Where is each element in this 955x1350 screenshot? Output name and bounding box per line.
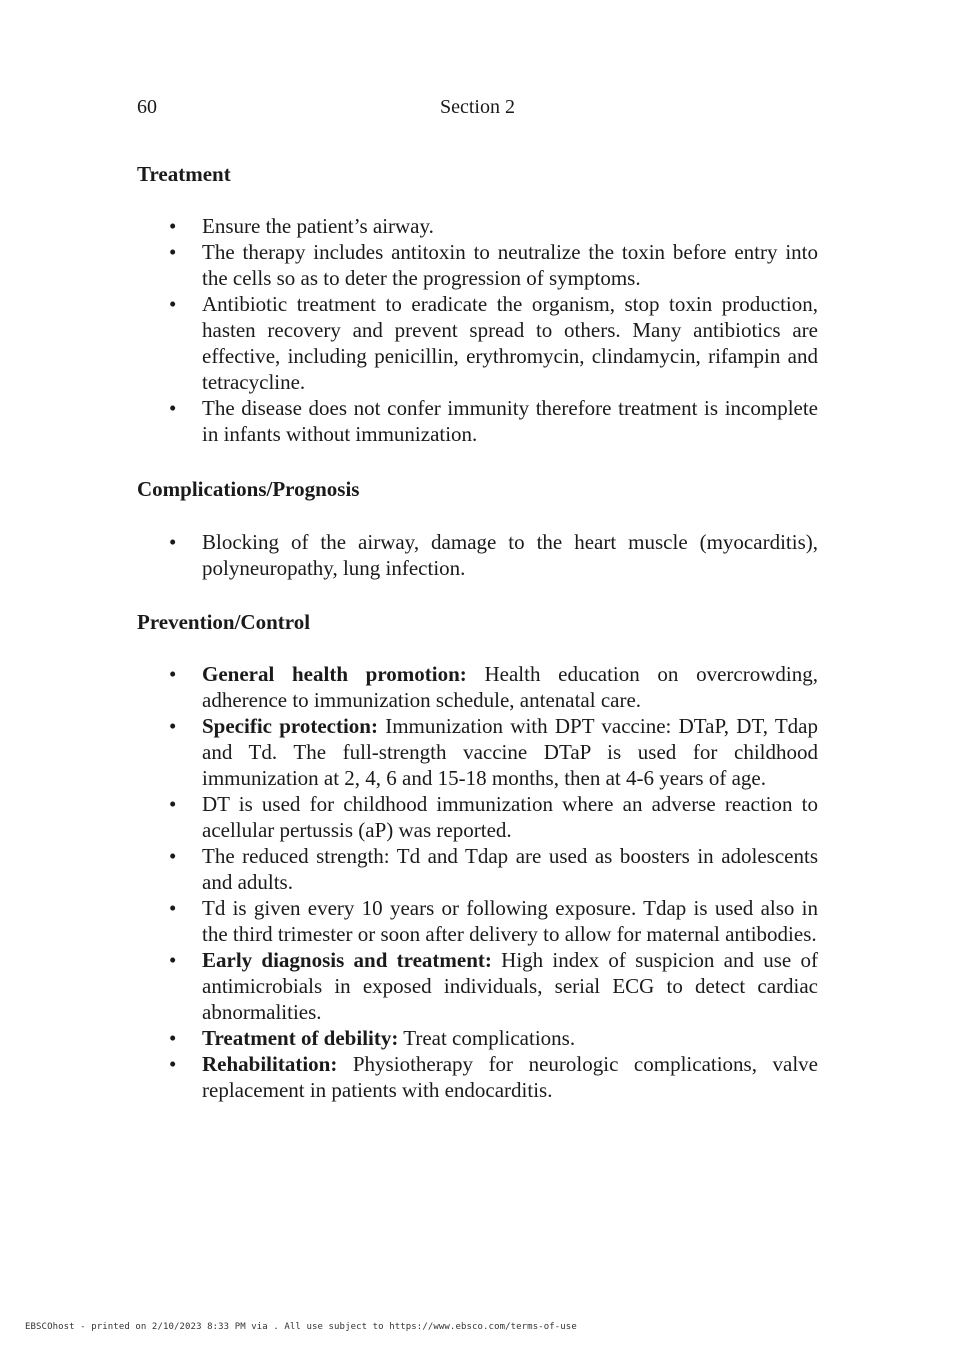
- item-text: Physiotherapy for neurologic complications, valve replacement in patients with endocarditis.: [202, 1052, 818, 1102]
- list-item: [137, 291, 818, 395]
- list-item: [137, 947, 818, 1025]
- bullet-icon: •: [169, 396, 177, 420]
- print-footer: EBSCOhost - printed on 2/10/2023 8:33 PM via . All use subject to https://www.ebsco.com/terms-of-use: [25, 1322, 577, 1332]
- section-complications: [137, 475, 818, 581]
- list-item: [137, 529, 818, 581]
- item-text: The therapy includes antitoxin to neutralize the toxin before entry into the cells so as to deter the progression of symptoms.: [202, 240, 818, 290]
- item-lead: Specific protection:: [202, 714, 378, 738]
- item-lead: General health promotion:: [202, 662, 467, 686]
- bullet-icon: •: [169, 714, 177, 738]
- section-heading: Treatment: [137, 162, 231, 186]
- list-item: [137, 1025, 818, 1051]
- bullet-icon: •: [169, 1052, 177, 1076]
- item-lead: Rehabilitation:: [202, 1052, 338, 1076]
- bullet-list: [137, 529, 818, 581]
- item-text: The disease does not confer immunity therefore treatment is incomplete in infants without immunization.: [202, 396, 818, 446]
- bullet-icon: •: [169, 292, 177, 316]
- item-text: Immunization with DPT vaccine: DTaP, DT, Tdap and Td. The full-strength vaccine DTaP is used for childhood immunization at 2, 4, 6 and 15-18 months, then at 4-6 years of age.: [202, 714, 818, 790]
- section-heading: Prevention/Control: [137, 610, 311, 634]
- bullet-list: [137, 213, 818, 447]
- item-text: DT is used for childhood immunization where an adverse reaction to acellular pertussis (aP) was reported.: [202, 792, 818, 842]
- item-text: Ensure the patient’s airway.: [202, 214, 434, 238]
- item-text: Treat complications.: [398, 1026, 576, 1050]
- bullet-icon: •: [169, 214, 177, 238]
- item-text: Health education on overcrowding, adherence to immunization schedule, antenatal care.: [202, 662, 818, 712]
- section-heading: Complications/Prognosis: [137, 477, 360, 501]
- list-item: [137, 791, 818, 843]
- list-item: [137, 661, 818, 713]
- item-text: Antibiotic treatment to eradicate the organism, stop toxin production, hasten recovery and prevent spread to others. Many antibiotics are effective, including penicillin, erythromycin, clindamycin, rifampin and tetracycline.: [202, 292, 818, 394]
- item-text: High index of suspicion and use of antimicrobials in exposed individuals, serial ECG to detect cardiac abnormalities.: [202, 948, 819, 1024]
- item-lead: Early diagnosis and treatment:: [202, 948, 492, 972]
- page-number: 60: [137, 96, 157, 118]
- list-item: [137, 213, 818, 239]
- bullet-icon: •: [169, 792, 177, 816]
- bullet-icon: •: [169, 530, 177, 554]
- list-item: [137, 1051, 818, 1103]
- section-treatment: [137, 160, 818, 447]
- section-prevention: [137, 608, 818, 1103]
- bullet-icon: •: [169, 1026, 177, 1050]
- list-item: [137, 843, 818, 895]
- item-text: Blocking of the airway, damage to the heart muscle (myocarditis), polyneuropathy, lung infection.: [202, 530, 818, 580]
- list-item: [137, 239, 818, 291]
- running-head: Section 2: [440, 96, 515, 118]
- item-text: Td is given every 10 years or following exposure. Tdap is used also in the third trimester or soon after delivery to allow for maternal antibodies.: [202, 896, 818, 946]
- bullet-icon: •: [169, 662, 177, 686]
- list-item: [137, 713, 818, 791]
- bullet-icon: •: [169, 240, 177, 264]
- list-item: [137, 895, 818, 947]
- list-item: [137, 395, 818, 447]
- item-lead: Treatment of debility:: [202, 1026, 399, 1050]
- bullet-icon: •: [169, 896, 177, 920]
- page-body: [137, 160, 818, 1103]
- item-text: The reduced strength: Td and Tdap are used as boosters in adolescents and adults.: [202, 844, 818, 894]
- bullet-icon: •: [169, 948, 177, 972]
- bullet-icon: •: [169, 844, 177, 868]
- bullet-list: [137, 661, 818, 1103]
